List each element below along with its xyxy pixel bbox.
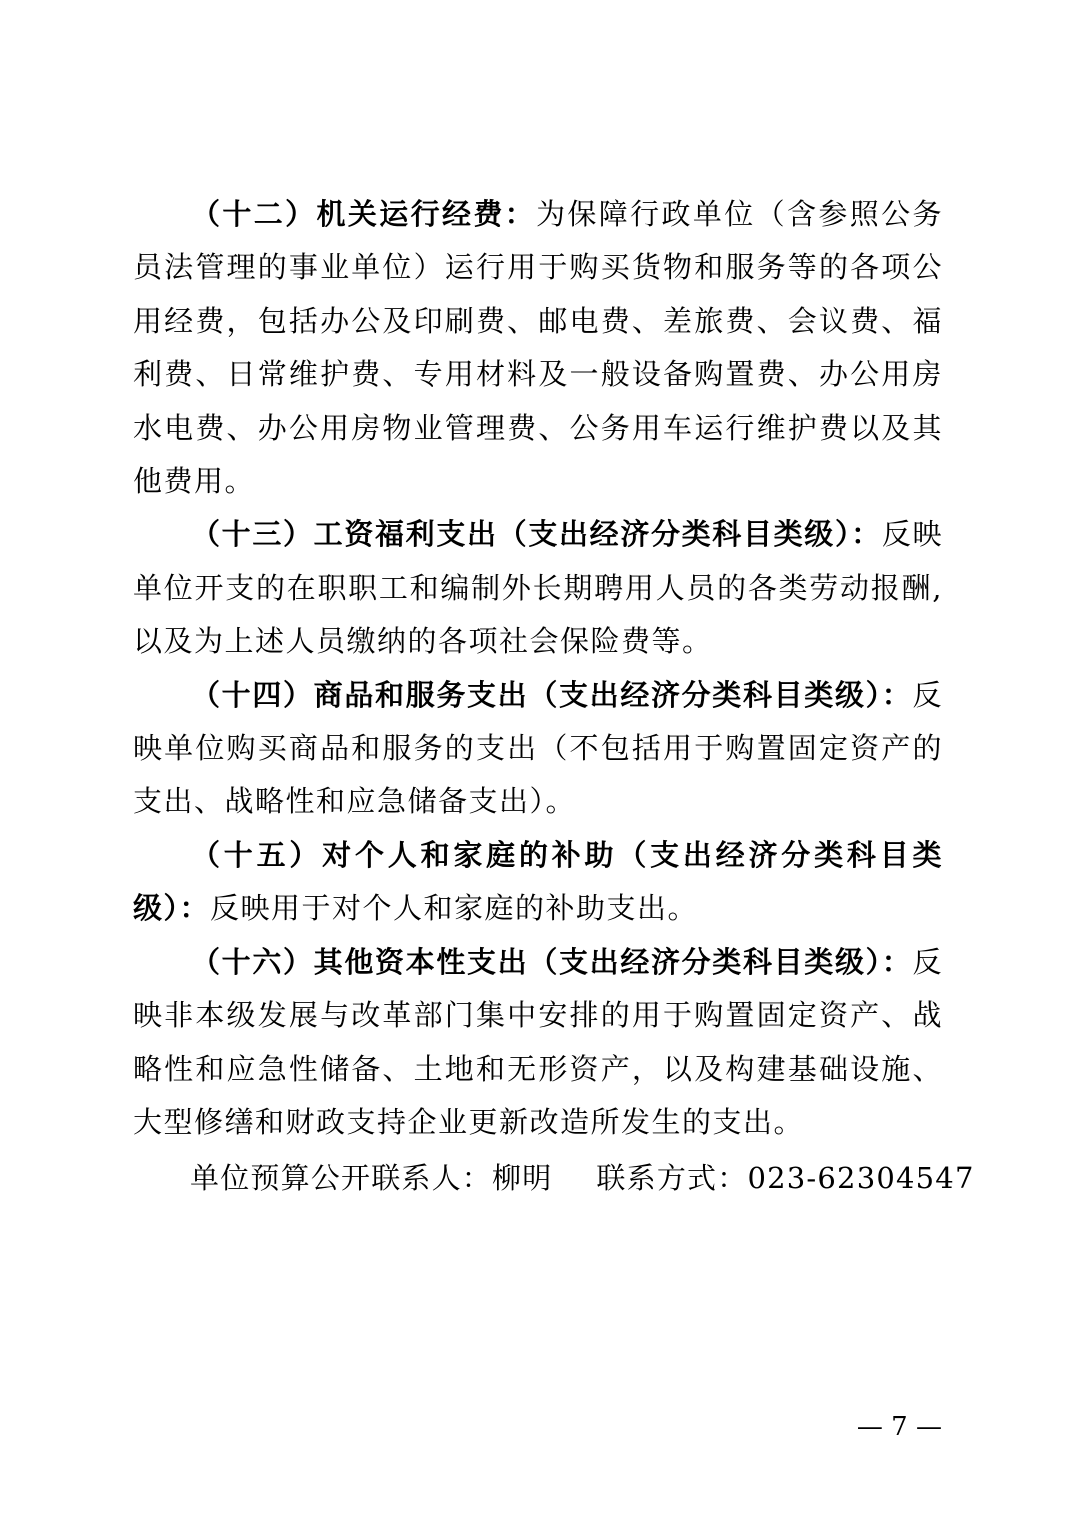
- paragraph-14: [133, 669, 943, 829]
- paragraph-15-heading: （十五）对个人和家庭的补助（支出经济分类科目类级）：: [133, 837, 943, 926]
- paragraph-16-text: 反映非本级发展与改革部门集中安排的用于购置固定资产、战略性和应急性储备、土地和无形资产，以及构建基础设施、大型修缮和财政支持企业更新改造所发生的支出。: [133, 944, 943, 1139]
- contact-method-label: 联系方式：: [596, 1161, 748, 1195]
- paragraph-14-heading: （十四）商品和服务支出（支出经济分类科目类级）：: [191, 677, 913, 712]
- paragraph-12-text: 为保障行政单位（含参照公务员法管理的事业单位）运行用于购买货物和服务等的各项公用经费，包括办公及印刷费、邮电费、差旅费、会议费、福利费、日常维护费、专用材料及一般设备购置费、办公用房水电费、办公用房物业管理费、公务用车运行维护费以及其他费用。: [133, 197, 943, 499]
- page-number: — 7 —: [856, 1412, 942, 1442]
- paragraph-15-text: 反映用于对个人和家庭的补助支出。: [210, 891, 699, 926]
- paragraph-12-heading: （十二）机关运行经费：: [191, 197, 537, 231]
- paragraph-13: [133, 508, 943, 668]
- contact-person-name: 柳明: [492, 1161, 553, 1195]
- contact-phone: 023-62304547: [747, 1161, 975, 1195]
- paragraph-13-heading: （十三）工资福利支出（支出经济分类科目类级）：: [191, 517, 882, 552]
- paragraph-13-text: 反映单位开支的在职职工和编制外长期聘用人员的各类劳动报酬,以及为上述人员缴纳的各项社会保险费等。: [133, 517, 943, 659]
- paragraph-12: [133, 188, 943, 508]
- contact-person-label: 单位预算公开联系人：: [190, 1161, 493, 1195]
- paragraph-16-heading: （十六）其他资本性支出（支出经济分类科目类级）：: [191, 944, 913, 979]
- contact-line: [190, 1152, 975, 1205]
- paragraph-14-text: 反映单位购买商品和服务的支出（不包括用于购置固定资产的支出、战略性和应急储备支出）。: [133, 677, 943, 819]
- paragraph-15: [133, 829, 943, 936]
- document-body: [133, 188, 943, 1149]
- paragraph-16: [133, 936, 943, 1150]
